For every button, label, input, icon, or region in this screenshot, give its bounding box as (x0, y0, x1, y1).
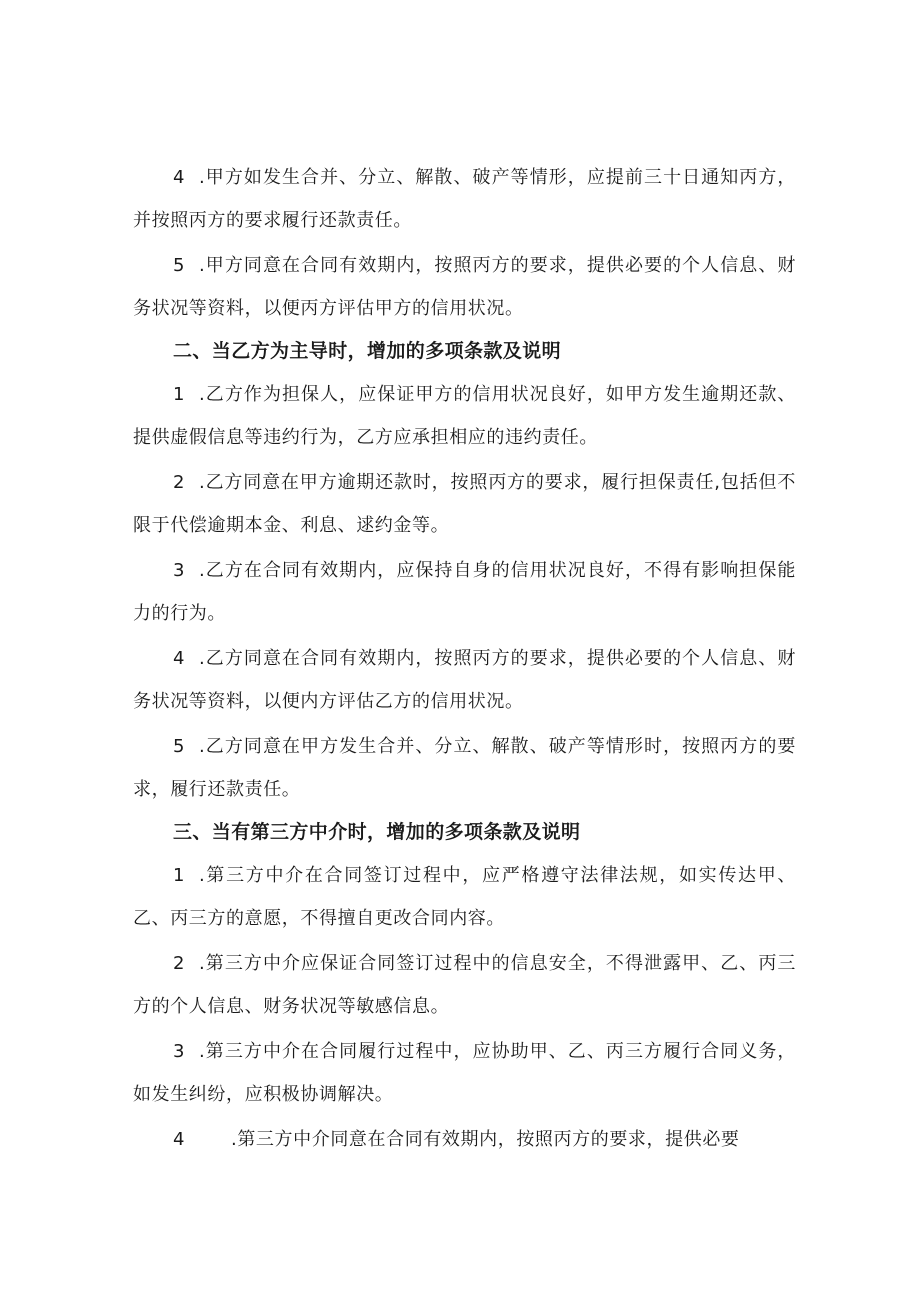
clause-paragraph (133, 461, 796, 547)
clause-paragraph (133, 549, 796, 635)
clause-paragraph (133, 637, 796, 723)
clause-number: 4 (173, 648, 186, 669)
clause-number: 1 (173, 384, 186, 405)
clause-number: 5 (173, 255, 186, 276)
clause-number: 2 (173, 472, 186, 493)
clause-number: 2 (173, 953, 186, 974)
clause-paragraph (133, 725, 796, 811)
clause-number: 3 (173, 560, 186, 581)
clause-paragraph (133, 942, 796, 1028)
clause-paragraph (133, 854, 796, 940)
clause-text: .乙方作为担保人，应保证甲方的信用状况良好，如甲方发生逾期还款、提供虚假信息等违约行为，乙方应承担相应的违约责任。 (133, 384, 796, 448)
clause-paragraph (133, 244, 796, 330)
clause-number: 1 (173, 865, 186, 886)
clause-text: .甲方如发生合并、分立、解散、破产等情形，应提前三十日通知丙方，并按照丙方的要求履行还款责任。 (133, 167, 796, 231)
document-body (133, 156, 796, 1161)
section-heading: 三、当有第三方中介时，增加的多项条款及说明 (173, 821, 581, 843)
clause-text: .乙方同意在合同有效期内，按照丙方的要求，提供必要的个人信息、财务状况等资料，以便内方评估乙方的信用状况。 (133, 648, 796, 712)
clause-text: .第三方中介在合同履行过程中，应协助甲、乙、丙三方履行合同义务，如发生纠纷，应积极协调解决。 (133, 1041, 796, 1105)
clause-text: .乙方在合同有效期内，应保持自身的信用状况良好，不得有影响担保能力的行为。 (133, 560, 796, 624)
clause-paragraph (133, 1118, 796, 1161)
clause-text: .第三方中介在合同签订过程中，应严格遵守法律法规，如实传达甲、乙、丙三方的意愿，不得擅自更改合同内容。 (133, 865, 796, 929)
clause-text: .第三方中介应保证合同签订过程中的信息安全，不得泄露甲、乙、丙三方的个人信息、财务状况等敏感信息。 (133, 953, 796, 1017)
clause-paragraph (133, 156, 796, 242)
clause-number: 4 (173, 1129, 186, 1150)
clause-text: .甲方同意在合同有效期内，按照丙方的要求，提供必要的个人信息、财务状况等资料，以便丙方评估甲方的信用状况。 (133, 255, 796, 319)
clause-text: .第三方中介同意在合同有效期内，按照丙方的要求，提供必要 (231, 1129, 740, 1150)
clause-paragraph (133, 1030, 796, 1116)
section-heading: 二、当乙方为主导时，增加的多项条款及说明 (173, 340, 562, 362)
clause-text: .乙方同意在甲方发生合并、分立、解散、破产等情形时，按照丙方的要求，履行还款责任。 (133, 736, 796, 800)
clause-number: 3 (173, 1041, 186, 1062)
clause-number: 5 (173, 736, 186, 757)
clause-number: 4 (173, 167, 186, 188)
clause-paragraph (133, 373, 796, 459)
clause-text: .乙方同意在甲方逾期还款时，按照丙方的要求，履行担保责任,包括但不限于代偿逾期本金、利息、逑约金等。 (133, 472, 796, 536)
